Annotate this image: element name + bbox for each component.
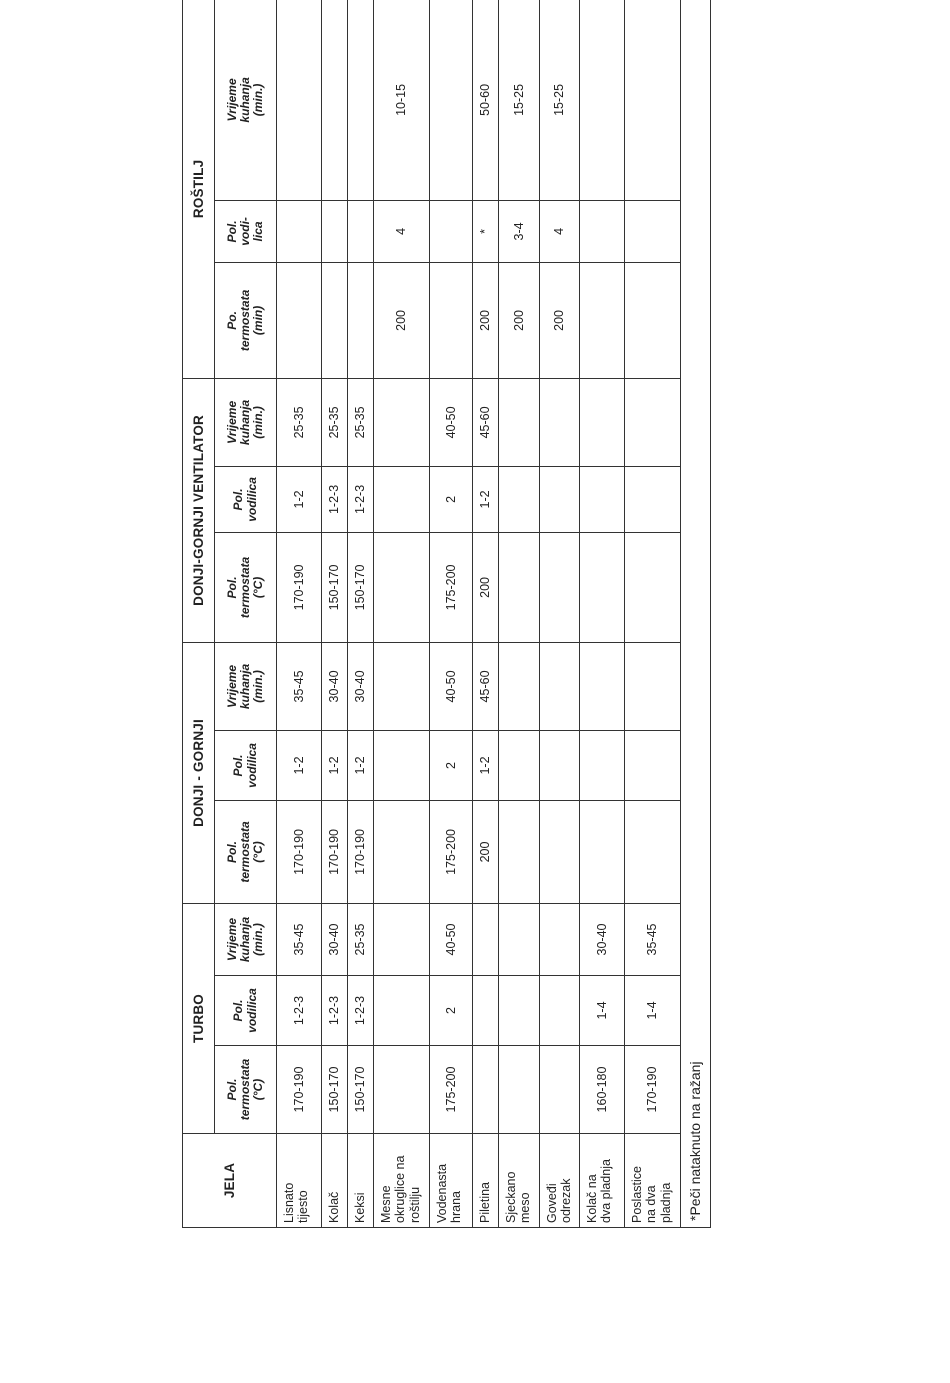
group-header-turbo: TURBO	[183, 903, 215, 1133]
value-cell	[348, 0, 374, 200]
value-cell	[580, 262, 625, 378]
value-cell	[374, 378, 430, 466]
value-cell	[625, 466, 681, 532]
value-cell	[277, 200, 322, 262]
value-cell: 170-190	[625, 1046, 681, 1134]
value-cell: 175-200	[430, 532, 473, 642]
value-cell: 25-35	[322, 378, 348, 466]
value-cell: 45-60	[473, 378, 499, 466]
value-cell	[625, 532, 681, 642]
value-cell	[540, 730, 580, 800]
value-cell	[625, 262, 681, 378]
value-cell	[499, 642, 540, 730]
value-cell	[499, 976, 540, 1046]
value-cell	[499, 378, 540, 466]
value-cell: 150-170	[322, 532, 348, 642]
sub-header: Pol. termostata (°C)	[215, 1046, 277, 1134]
value-cell	[499, 532, 540, 642]
value-cell	[580, 378, 625, 466]
value-cell: 35-45	[625, 903, 681, 975]
value-cell: 40-50	[430, 378, 473, 466]
value-cell: 25-35	[348, 903, 374, 975]
value-cell: 25-35	[277, 378, 322, 466]
value-cell: 170-190	[348, 800, 374, 903]
value-cell	[540, 976, 580, 1046]
value-cell	[430, 0, 473, 200]
value-cell	[374, 730, 430, 800]
value-cell: 2	[430, 466, 473, 532]
value-cell	[580, 730, 625, 800]
value-cell: 1-2	[277, 730, 322, 800]
value-cell	[277, 262, 322, 378]
value-cell: 15-25	[540, 0, 580, 200]
value-cell	[499, 903, 540, 975]
value-cell	[473, 1046, 499, 1134]
sub-header: Vrijeme kuhanja (min.)	[215, 0, 277, 200]
table-row	[322, 0, 348, 1228]
value-cell	[625, 200, 681, 262]
value-cell: 170-190	[277, 532, 322, 642]
sub-header: Pol. termostata (°C)	[215, 532, 277, 642]
value-cell: 30-40	[322, 642, 348, 730]
value-cell	[625, 0, 681, 200]
value-cell: 200	[473, 800, 499, 903]
value-cell	[540, 532, 580, 642]
value-cell	[580, 0, 625, 200]
sub-header: Pol. vodi- lica	[215, 200, 277, 262]
sub-header: Vrijeme kuhanja (min.)	[215, 378, 277, 466]
value-cell	[540, 1046, 580, 1134]
value-cell: 160-180	[580, 1046, 625, 1134]
value-cell: 2	[430, 730, 473, 800]
footnote-fill	[681, 0, 711, 903]
value-cell	[580, 200, 625, 262]
value-cell	[540, 466, 580, 532]
value-cell	[322, 200, 348, 262]
value-cell: *	[473, 200, 499, 262]
dish-name: Goveđi odrezak	[540, 1134, 580, 1228]
sub-header: Pol. termostata (°C)	[215, 800, 277, 903]
dish-name: Keksi	[348, 1134, 374, 1228]
dish-name: Poslastice na dva pladnja	[625, 1134, 681, 1228]
value-cell: 3-4	[499, 200, 540, 262]
value-cell	[540, 642, 580, 730]
dish-column-header: JELA	[183, 1134, 277, 1228]
value-cell: 1-4	[625, 976, 681, 1046]
value-cell	[374, 532, 430, 642]
value-cell	[473, 976, 499, 1046]
sub-header-row	[215, 0, 277, 1228]
value-cell	[540, 800, 580, 903]
value-cell	[580, 532, 625, 642]
dish-name: Kolač na dva pladnja	[580, 1134, 625, 1228]
value-cell	[499, 730, 540, 800]
value-cell: 35-45	[277, 903, 322, 975]
sub-header: Vrijeme kuhanja (min.)	[215, 903, 277, 975]
value-cell	[374, 1046, 430, 1134]
value-cell: 175-200	[430, 1046, 473, 1134]
value-cell	[625, 642, 681, 730]
value-cell: 40-50	[430, 642, 473, 730]
value-cell	[277, 0, 322, 200]
value-cell: 1-2-3	[277, 976, 322, 1046]
value-cell: 175-200	[430, 800, 473, 903]
value-cell	[322, 262, 348, 378]
value-cell: 30-40	[348, 642, 374, 730]
dish-name: Piletina	[473, 1134, 499, 1228]
value-cell	[580, 800, 625, 903]
dish-name: Sjeckano meso	[499, 1134, 540, 1228]
group-header-rostilj: ROŠTILJ	[183, 0, 215, 378]
value-cell	[540, 378, 580, 466]
value-cell: 170-190	[277, 800, 322, 903]
value-cell: 1-2	[473, 466, 499, 532]
table-row	[580, 0, 625, 1228]
value-cell: 1-2-3	[322, 976, 348, 1046]
table-row	[499, 0, 540, 1228]
value-cell	[348, 200, 374, 262]
value-cell: 15-25	[499, 0, 540, 200]
value-cell: 1-2-3	[322, 466, 348, 532]
rotated-table-container	[182, 77, 710, 1228]
value-cell	[374, 466, 430, 532]
sub-header: Pol. vodilica	[215, 730, 277, 800]
value-cell: 4	[374, 200, 430, 262]
value-cell: 1-2-3	[348, 466, 374, 532]
sub-header: Po. termostata (min)	[215, 262, 277, 378]
table-row	[473, 0, 499, 1228]
value-cell: 1-2	[277, 466, 322, 532]
value-cell	[580, 466, 625, 532]
value-cell: 10-15	[374, 0, 430, 200]
sub-header: Pol. vodilica	[215, 466, 277, 532]
value-cell: 30-40	[322, 903, 348, 975]
value-cell	[348, 262, 374, 378]
value-cell	[499, 1046, 540, 1134]
table-row	[430, 0, 473, 1228]
value-cell	[430, 262, 473, 378]
table-row	[348, 0, 374, 1228]
value-cell: 200	[473, 532, 499, 642]
dish-name: Mesne okruglice na roštilju	[374, 1134, 430, 1228]
sub-header: Pol. vodilica	[215, 976, 277, 1046]
value-cell: 1-2	[322, 730, 348, 800]
value-cell	[374, 800, 430, 903]
value-cell: 200	[540, 262, 580, 378]
footnote: *Peči nataknuto na ražanj	[681, 903, 711, 1227]
sub-header: Vrijeme kuhanja (min.)	[215, 642, 277, 730]
value-cell	[580, 642, 625, 730]
group-header-row	[183, 0, 215, 1228]
value-cell	[322, 0, 348, 200]
value-cell	[625, 800, 681, 903]
value-cell: 200	[473, 262, 499, 378]
dish-name: Lisnato tijesto	[277, 1134, 322, 1228]
value-cell	[625, 730, 681, 800]
value-cell	[374, 642, 430, 730]
value-cell: 200	[499, 262, 540, 378]
value-cell	[499, 800, 540, 903]
table-row	[625, 0, 681, 1228]
value-cell	[473, 903, 499, 975]
table-body	[277, 0, 681, 1228]
table-row	[540, 0, 580, 1228]
value-cell	[499, 466, 540, 532]
value-cell: 1-4	[580, 976, 625, 1046]
value-cell	[540, 903, 580, 975]
value-cell: 1-2-3	[348, 976, 374, 1046]
value-cell: 40-50	[430, 903, 473, 975]
value-cell: 1-2	[473, 730, 499, 800]
value-cell: 45-60	[473, 642, 499, 730]
group-header-donji-gornji: DONJI - GORNJI	[183, 642, 215, 903]
value-cell: 170-190	[277, 1046, 322, 1134]
value-cell	[374, 903, 430, 975]
group-header-ventilator: DONJI-GORNJI VENTILATOR	[183, 378, 215, 642]
value-cell: 150-170	[348, 532, 374, 642]
value-cell: 170-190	[322, 800, 348, 903]
value-cell: 25-35	[348, 378, 374, 466]
value-cell: 2	[430, 976, 473, 1046]
value-cell	[374, 976, 430, 1046]
value-cell: 50-60	[473, 0, 499, 200]
value-cell: 4	[540, 200, 580, 262]
dish-name: Kolač	[322, 1134, 348, 1228]
table-row	[277, 0, 322, 1228]
cooking-table	[182, 0, 711, 1228]
value-cell: 35-45	[277, 642, 322, 730]
dish-name: Vodenasta hrana	[430, 1134, 473, 1228]
value-cell: 200	[374, 262, 430, 378]
value-cell: 30-40	[580, 903, 625, 975]
value-cell	[430, 200, 473, 262]
value-cell	[625, 378, 681, 466]
table-row	[374, 0, 430, 1228]
value-cell: 150-170	[348, 1046, 374, 1134]
value-cell: 1-2	[348, 730, 374, 800]
footnote-row	[681, 0, 711, 1228]
value-cell: 150-170	[322, 1046, 348, 1134]
